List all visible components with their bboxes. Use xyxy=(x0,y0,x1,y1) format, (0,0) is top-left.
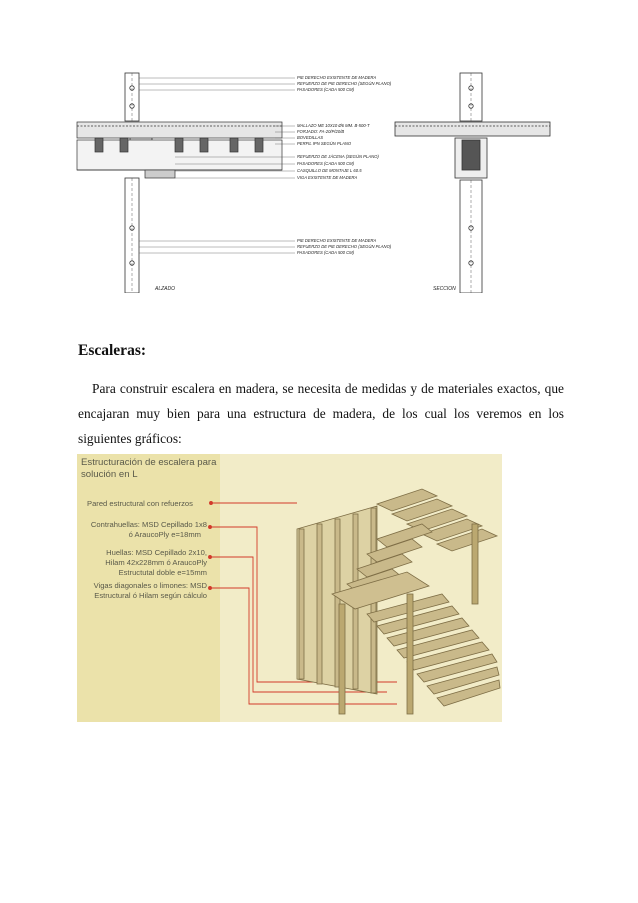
left-slab xyxy=(77,122,282,178)
svg-text:PIE DERECHO EXISTENTE DE MADER: PIE DERECHO EXISTENTE DE MADERA xyxy=(297,75,377,80)
svg-text:PASADORES (CADA 500 CM): PASADORES (CADA 500 CM) xyxy=(297,87,355,92)
paragraph-text: Para construir escalera en madera, se necesita de medidas y de materiales exactos, que encajaran muy bien para una estructura de madera, de los cual los veremos en los siguientes gráficos: xyxy=(78,381,564,446)
stair-structure-figure xyxy=(77,454,502,722)
left-post xyxy=(125,73,152,293)
svg-text:Huellas: MSD Cepillado 2x10,: Huellas: MSD Cepillado 2x10, xyxy=(106,548,207,557)
svg-text:Hilam 42x228mm ó AraucoPly: Hilam 42x228mm ó AraucoPly xyxy=(105,558,207,567)
section-paragraph xyxy=(78,376,564,451)
view-label-right: SECCION xyxy=(433,286,456,292)
svg-text:PASADORES (CADA 500 CM): PASADORES (CADA 500 CM) xyxy=(297,250,355,255)
svg-text:Estructutal doble e=15mm: Estructutal doble e=15mm xyxy=(118,568,207,577)
svg-text:PERFIL IPN SEGÚN PLANO: PERFIL IPN SEGÚN PLANO xyxy=(297,141,352,146)
svg-text:REFUERZO DE PIE DERECHO (SEGÚN: REFUERZO DE PIE DERECHO (SEGÚN PLANO) xyxy=(297,81,392,86)
svg-text:Pared estructural con refuerzo: Pared estructural con refuerzos xyxy=(87,499,193,508)
figure-title-line-1: Estructuración de escalera para xyxy=(81,457,217,468)
figure-title-line-2: solución en L xyxy=(81,469,138,480)
labels-top xyxy=(297,75,392,92)
svg-text:REFUERZO DE PIE DERECHO (SEGÚN: REFUERZO DE PIE DERECHO (SEGÚN PLANO) xyxy=(297,244,392,249)
section-heading: Escaleras: xyxy=(78,342,147,359)
svg-text:CASQUILLO DE MONTAJE L 60.5: CASQUILLO DE MONTAJE L 60.5 xyxy=(297,168,362,173)
svg-text:PIE DERECHO EXISTENTE DE MADER: PIE DERECHO EXISTENTE DE MADERA xyxy=(297,238,377,243)
svg-text:VIGA EXISTENTE DE MADERA: VIGA EXISTENTE DE MADERA xyxy=(297,175,358,180)
svg-text:FORJADO: FA-20/P/20/B: FORJADO: FA-20/P/20/B xyxy=(297,129,345,134)
right-section xyxy=(395,73,550,293)
svg-text:Contrahuellas: MSD Cepillado 1: Contrahuellas: MSD Cepillado 1x8 xyxy=(90,520,207,529)
svg-text:ó AraucoPly e=18mm: ó AraucoPly e=18mm xyxy=(128,530,201,539)
svg-text:BOVEDILLAS: BOVEDILLAS xyxy=(297,135,324,140)
svg-text:REFUERZO DE JÁCENA (SEGÚN PLAN: REFUERZO DE JÁCENA (SEGÚN PLANO) xyxy=(297,154,379,159)
labels-mid xyxy=(297,123,379,180)
view-label-left: ALZADO xyxy=(155,286,176,292)
svg-text:MALLAZO ME 10X10 Ø6 MM. B-500-: MALLAZO ME 10X10 Ø6 MM. B-500-T xyxy=(297,123,370,128)
svg-text:Vigas diagonales o limones: MS: Vigas diagonales o limones: MSD xyxy=(93,581,207,590)
svg-text:PASADORES (CADA 500 CM): PASADORES (CADA 500 CM) xyxy=(297,161,355,166)
structural-detail-drawing xyxy=(75,68,555,293)
svg-text:Estructural ó Hilam según cálc: Estructural ó Hilam según cálculo xyxy=(94,591,207,600)
labels-bottom xyxy=(297,238,392,255)
